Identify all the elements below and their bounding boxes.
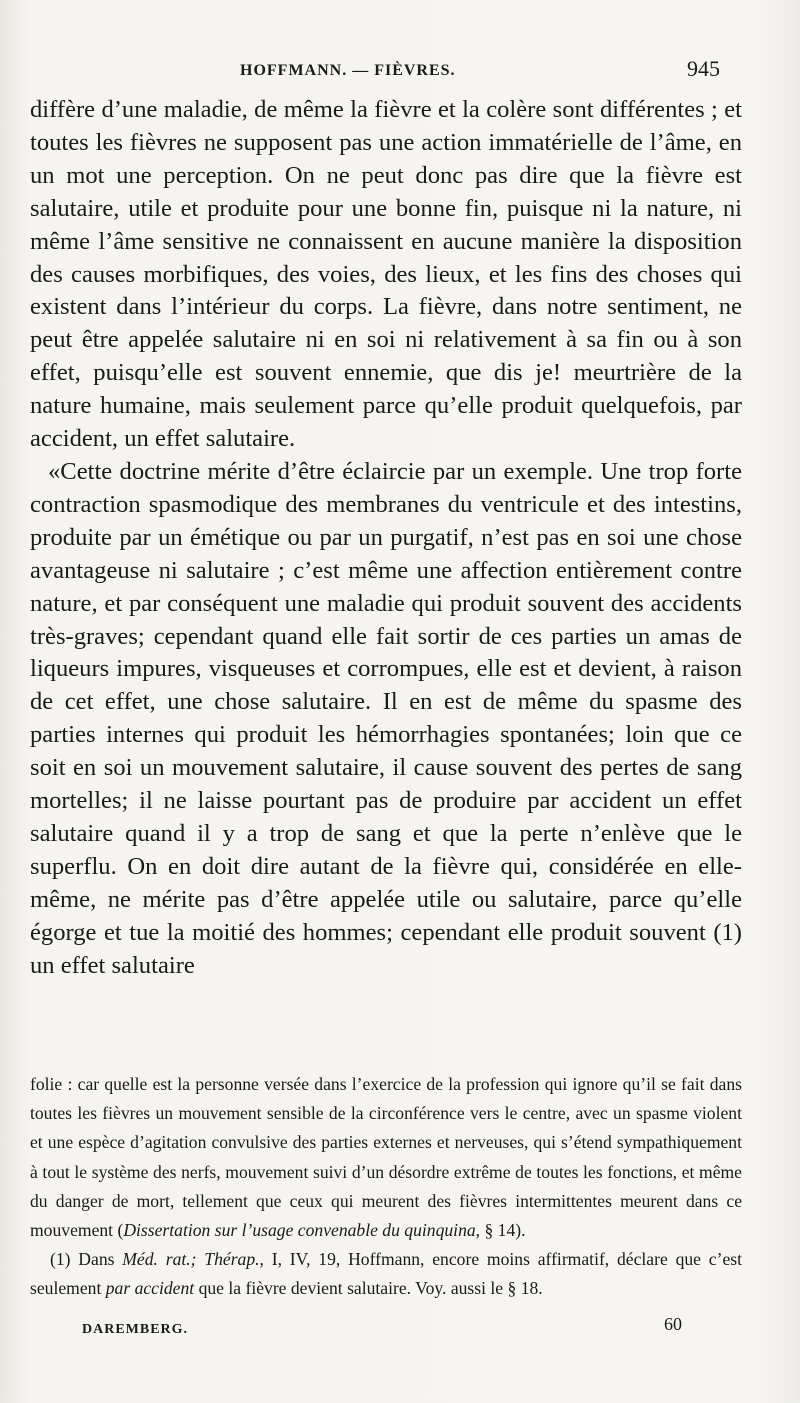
- footnote-continuation-text-2: , § 14).: [475, 1220, 526, 1241]
- paragraph-1: diffère d’une maladie, de même la fièvre et la colère sont différentes ; et toutes les fièvres ne supposent pas une action immatérielle de l’âme, en un mot une perception. On ne peut donc pas dire que la fièvre est salutaire, utile et produite pour une bonne fin, puisque ni la nature, ni même l’âme sensitive ne connaissent en aucune manière la disposition des causes morbifiques, des voies, des lieux, et les fins des choses qui existent dans l’intérieur du corps. La fièvre, dans notre sentiment, ne peut être appelée salutaire ni en soi ni relativement à sa fin ou à son effet, puisqu’elle est souvent ennemie, que dis je! meurtrière de la nature humaine, mais seulement parce qu’elle produit quelquefois, par accident, un effet salutaire.: [30, 96, 742, 453]
- page-footer: [46, 1314, 696, 1344]
- footnote-1-reference: Méd. rat.; Thérap.: [122, 1249, 260, 1270]
- running-title: HOFFMANN. — FIÈVRES.: [240, 62, 456, 79]
- paragraph-2: «Cette doctrine mérite d’être éclaircie par un exemple. Une trop forte contraction spasmodique des membranes du ventricule et des intestins, produite par un émétique ou par un purgatif, n’est pas en soi une chose avantageuse ni salutaire ; c’est même une affection entièrement contre nature, et par conséquent une maladie qui produit souvent des accidents très-graves; cependant quand elle fait sortir de ces parties un amas de liqueurs impures, visqueuses et corrompues, elle est et devient, à raison de cet effet, une chose salutaire. Il en est de même du spasme des parties internes qui produit les hémorrhagies spontanées; loin que ce soit en soi un mouvement salutaire, il cause souvent des pertes de sang mortelles; il ne laisse pourtant pas de produire par accident un effet salutaire quand il y a trop de sang et que la perte n’enlève que le superflu. On en doit dire autant de la fièvre qui, considérée en elle-même, ne mérite pas d’être appelée utile ou salutaire, parce qu’elle égorge et tue la moitié des hommes; cependant elle produit souvent (1) un effet salutaire: [30, 457, 742, 979]
- footnote-1-emphasis: par accident: [105, 1278, 195, 1299]
- footnote-1-text-2: que la fièvre devient salutaire. Voy. aussi le § 18.: [194, 1278, 543, 1299]
- footnote-continuation-text-1: folie : car quelle est la personne versée dans l’exercice de la profession qui ignore qu’il se fait dans toutes les fièvres un mouvement sensible de la circonférence vers le centre, avec un spasme violent et une espèce d’agitation convulsive des parties externes et nerveuses, qui s’étend sympathiquement à tout le système des nerfs, mouvement suivi d’un désordre extrême de toutes les fonctions, et même du danger de mort, tellement que ceux qui meurent des fièvres intermittentes meurent dans ce mouvement (: [30, 1074, 742, 1241]
- page-header: [30, 56, 730, 90]
- footnote-1-marker: (1) Dans: [50, 1249, 123, 1270]
- sheet-number: 60: [664, 1314, 682, 1334]
- printer-signature: DAREMBERG.: [82, 1322, 189, 1337]
- footnote-1-text-1: , I, IV, 19, Hoffmann, encore moins affirmatif, déclare que c’est seulement: [30, 1249, 742, 1299]
- footnote-citation-title: Dissertation sur l’usage convenable du quinquina: [123, 1220, 476, 1241]
- footnote-1: [30, 1245, 742, 1303]
- main-text: [30, 94, 742, 982]
- footnotes: [30, 1070, 742, 1304]
- page-number: 945: [687, 56, 720, 81]
- footnote-continuation: [30, 1070, 742, 1245]
